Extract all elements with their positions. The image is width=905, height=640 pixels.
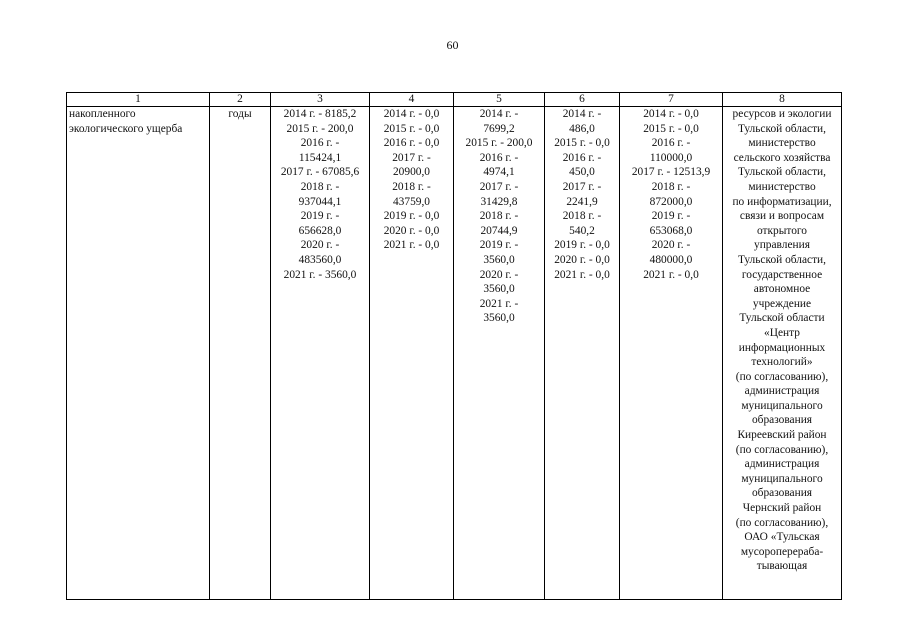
cell-line: 2020 г. - 0,0 xyxy=(383,224,440,237)
cell-line: 3560,0 xyxy=(483,283,515,296)
cell-line: 2019 г. - 0,0 xyxy=(383,210,440,223)
cell-line: 2018 г. - xyxy=(392,180,431,193)
cell-line: 2021 г. - xyxy=(479,297,519,310)
cell-line: 2020 г. - xyxy=(651,239,691,252)
cell-line: 486,0 xyxy=(569,122,595,135)
cell-line: открытого xyxy=(756,224,807,237)
cell-line: автономное xyxy=(753,283,811,296)
cell-line: 2021 г. - 0,0 xyxy=(554,268,610,281)
program-table xyxy=(66,92,842,600)
cell-line: ресурсов и экологии xyxy=(732,108,832,120)
header-cell: 2 xyxy=(210,93,271,107)
cell-line: по информатизации, xyxy=(732,195,832,208)
cell-line: 2016 г. - xyxy=(651,137,691,150)
cell-line: 2014 г. - 8185,2 xyxy=(283,108,357,120)
cell-line: 2016 г. - xyxy=(300,137,340,150)
cell-line: 937044,1 xyxy=(298,195,342,208)
header-cell: 6 xyxy=(545,93,620,107)
cell-line: 540,2 xyxy=(569,224,595,237)
cell-line: Тульской области, xyxy=(737,253,827,266)
cell-line: накопленного xyxy=(69,108,136,120)
cell-line: министерство xyxy=(748,137,816,150)
cell-line: 2017 г. - xyxy=(479,180,519,193)
cell-line: управления xyxy=(754,239,810,252)
cell-line: 2241,9 xyxy=(566,195,598,208)
table-row xyxy=(67,107,842,600)
cell-line: 2020 г. - xyxy=(300,239,340,252)
cell-line: 2019 г. - xyxy=(479,239,519,252)
cell-col1 xyxy=(67,107,210,600)
cell-line: ОАО «Тульская xyxy=(744,531,820,544)
cell-col5 xyxy=(454,107,545,600)
cell-line: образования xyxy=(751,414,813,427)
cell-line: Чернский район xyxy=(742,502,822,515)
cell-line: 2019 г. - xyxy=(651,210,691,223)
cell-line: 2015 г. - 0,0 xyxy=(554,137,610,150)
cell-line: 110000,0 xyxy=(649,151,693,164)
cell-line: 2017 г. - xyxy=(562,180,602,193)
cell-col8 xyxy=(723,107,842,600)
header-cell: 1 xyxy=(67,93,210,107)
cell-line: 2015 г. - 0,0 xyxy=(643,122,699,135)
cell-line: муниципального xyxy=(741,472,823,485)
cell-line: (по согласованию), xyxy=(735,443,829,456)
header-cell: 7 xyxy=(620,93,723,107)
cell-line: 2018 г. - xyxy=(300,180,340,193)
cell-col4 xyxy=(370,107,454,600)
cell-line: министерство xyxy=(748,180,816,193)
cell-line: 653068,0 xyxy=(649,224,693,237)
cell-line: 2015 г. - 200,0 xyxy=(465,137,533,150)
cell-line: экологического ущерба xyxy=(69,122,183,135)
cell-line: 2014 г. - 0,0 xyxy=(643,108,699,120)
cell-line: 2016 г. - xyxy=(479,151,519,164)
cell-line: «Центр xyxy=(764,326,800,339)
cell-line: 43759,0 xyxy=(392,195,431,208)
cell-line: мусоропеpepаба- xyxy=(740,545,824,558)
header-cell: 3 xyxy=(271,93,370,107)
cell-line: 2019 г. - xyxy=(300,210,340,223)
cell-line: 2018 г. - xyxy=(651,180,691,193)
cell-line: 2016 г. - xyxy=(562,151,602,164)
header-cell: 5 xyxy=(454,93,545,107)
cell-line: 20900,0 xyxy=(392,166,431,179)
cell-line: 115424,1 xyxy=(298,151,342,164)
cell-line: 2018 г. - xyxy=(479,210,519,223)
cell-line: государственное xyxy=(741,268,823,281)
cell-line: учреждение xyxy=(752,297,812,310)
cell-line: тывающая xyxy=(756,560,808,573)
cell-col3 xyxy=(271,107,370,600)
cell-line: 656628,0 xyxy=(298,224,342,237)
page-number: 60 xyxy=(446,38,459,52)
cell-line: сельского хозяйства xyxy=(733,151,831,164)
cell-col2 xyxy=(210,107,271,600)
cell-line: 31429,8 xyxy=(480,195,518,208)
cell-line: муниципального xyxy=(741,399,823,412)
cell-line: годы xyxy=(228,108,252,120)
cell-line: (по согласованию), xyxy=(735,370,829,383)
cell-line: 2019 г. - 0,0 xyxy=(554,239,610,252)
cell-line: 2020 г. - xyxy=(479,268,519,281)
cell-line: 483560,0 xyxy=(298,253,342,266)
cell-line: связи и вопросам xyxy=(739,210,825,223)
cell-line: 2015 г. - 200,0 xyxy=(286,122,354,135)
cell-line: 20744,9 xyxy=(480,224,518,237)
cell-col7 xyxy=(620,107,723,600)
cell-line: 2021 г. - 0,0 xyxy=(643,268,699,281)
cell-line: 3560,0 xyxy=(483,312,515,325)
cell-line: 2021 г. - 3560,0 xyxy=(283,268,357,281)
cell-line: 2014 г. - xyxy=(479,108,519,120)
cell-line: 2018 г. - xyxy=(562,210,602,223)
cell-line: администрация xyxy=(744,385,820,398)
cell-line: 450,0 xyxy=(569,166,595,179)
cell-line: 4974,1 xyxy=(483,166,515,179)
cell-line: образования xyxy=(751,487,813,500)
header-row xyxy=(67,93,842,107)
cell-line: технологий» xyxy=(751,356,813,369)
header-cell: 8 xyxy=(723,93,842,107)
cell-line: 2017 г. - 67085,6 xyxy=(280,166,360,179)
cell-line: Тульской области, xyxy=(737,122,827,135)
cell-line: 2015 г. - 0,0 xyxy=(383,122,440,135)
cell-line: 2016 г. - 0,0 xyxy=(383,137,440,150)
cell-line: 2014 г. - xyxy=(562,108,602,120)
cell-col6 xyxy=(545,107,620,600)
cell-line: информационных xyxy=(738,341,826,354)
header-cell: 4 xyxy=(370,93,454,107)
cell-line: 872000,0 xyxy=(649,195,693,208)
cell-line: 2017 г. - xyxy=(392,151,431,164)
cell-line: администрация xyxy=(744,458,820,471)
cell-line: 3560,0 xyxy=(483,253,515,266)
cell-line: Тульской области, xyxy=(737,166,827,179)
cell-line: Киреевский район xyxy=(737,429,827,442)
cell-line: 2020 г. - 0,0 xyxy=(554,253,610,266)
cell-line: 7699,2 xyxy=(483,122,515,135)
cell-line: 2017 г. - 12513,9 xyxy=(631,166,711,179)
cell-line: Тульской области xyxy=(739,312,825,325)
cell-line: 480000,0 xyxy=(649,253,693,266)
cell-line: 2021 г. - 0,0 xyxy=(383,239,440,252)
cell-line: 2014 г. - 0,0 xyxy=(383,108,440,120)
cell-line: (по согласованию), xyxy=(735,516,829,529)
